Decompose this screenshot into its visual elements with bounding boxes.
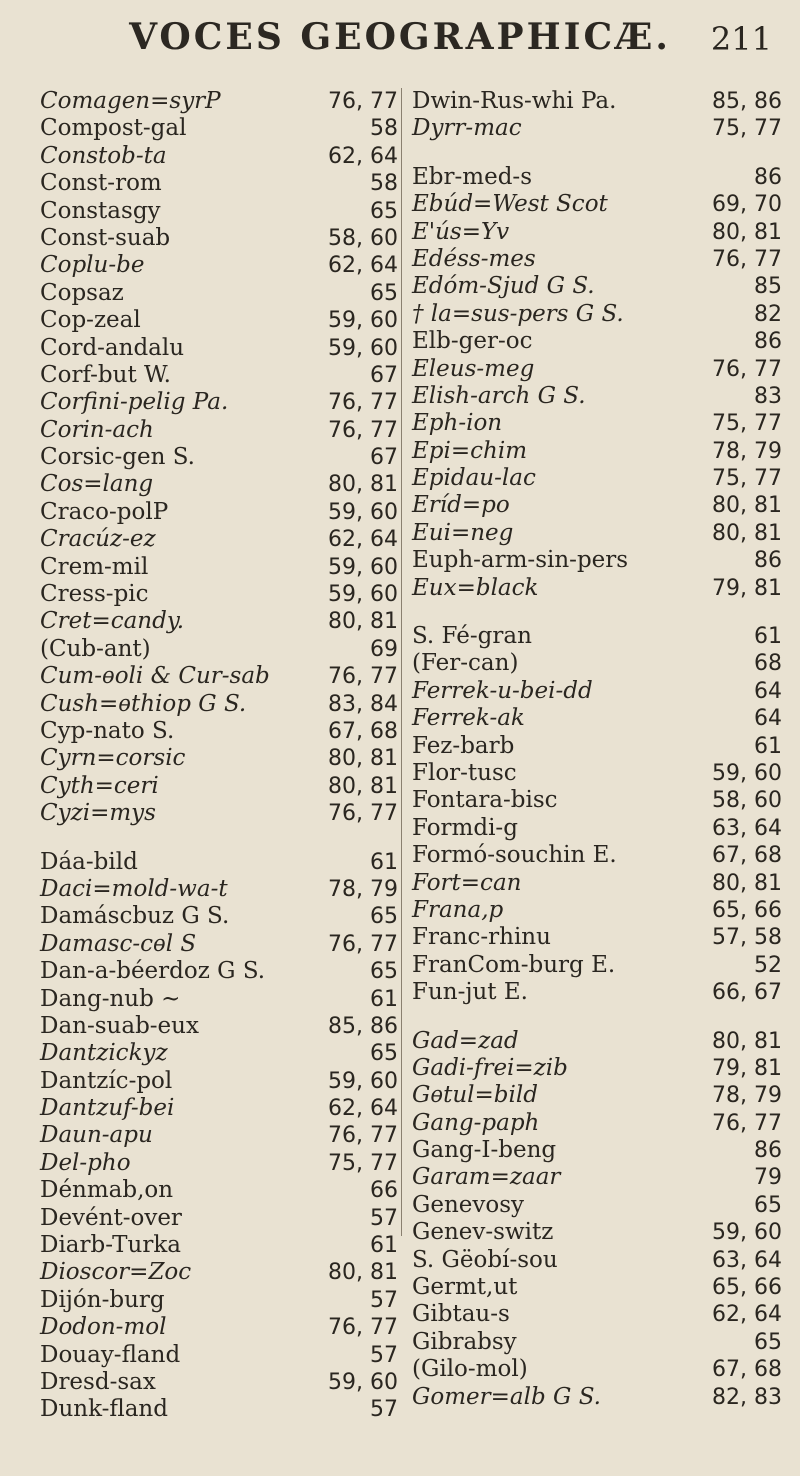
entry-page-ref: 64 (754, 706, 782, 732)
index-entry (40, 636, 400, 663)
index-entry (412, 1055, 782, 1082)
entry-term: Diarb-Turka (40, 1232, 181, 1259)
entry-term: Genevosy (412, 1191, 525, 1218)
entry-term: Compost-gal (40, 115, 187, 142)
index-entry (412, 328, 782, 355)
index-entry (412, 760, 782, 787)
entry-page-ref: 65 (370, 959, 398, 985)
entry-page-ref: 80, 81 (712, 870, 782, 896)
index-entry (412, 1301, 782, 1328)
entry-page-ref: 59, 60 (712, 760, 782, 786)
entry-term: S. Gёobí-sou (412, 1246, 558, 1273)
entry-term: (Cub-ant) (40, 635, 151, 662)
entry-term: Dresd-sax (40, 1368, 156, 1395)
entry-page-ref: 86 (754, 1138, 782, 1164)
entry-page-ref: 76, 77 (328, 664, 398, 690)
entry-page-ref: 67, 68 (328, 718, 398, 744)
entry-page-ref: 58, 60 (712, 788, 782, 814)
entry-page-ref: 65 (370, 904, 398, 930)
entry-term: Fun-jut E. (412, 979, 528, 1006)
entry-term: Corsic-gen S. (40, 444, 195, 471)
entry-page-ref: 66 (370, 1178, 398, 1204)
entry-term: Dioscor=Zoc (40, 1259, 192, 1286)
entry-term: Const-suab (40, 224, 171, 251)
entry-term: Edéss-mes (412, 245, 536, 272)
entry-page-ref: 76, 77 (328, 1123, 398, 1149)
entry-term: Dénmab,on (40, 1177, 174, 1204)
index-entry (40, 876, 400, 903)
index-entry (40, 499, 400, 526)
index-entry (412, 88, 782, 115)
entry-page-ref: 67, 68 (712, 1357, 782, 1383)
entry-page-ref: 57 (370, 1287, 398, 1313)
index-entry (40, 773, 400, 800)
entry-page-ref: 80, 81 (328, 472, 398, 498)
entry-term: Fontara-bisc (412, 787, 558, 814)
index-entry (40, 608, 400, 635)
entry-page-ref: 52 (754, 952, 782, 978)
entry-page-ref: 85, 86 (712, 89, 782, 114)
entry-page-ref: 59, 60 (328, 582, 398, 608)
index-entry (40, 691, 400, 718)
entry-term: Eríd=po (412, 492, 510, 519)
index-entry (40, 307, 400, 334)
entry-term: (Fer-can) (412, 650, 519, 677)
index-entry (412, 1329, 782, 1356)
index-entry (40, 718, 400, 745)
index-entry (412, 705, 782, 732)
entry-term: Germt,ut (412, 1274, 518, 1301)
entry-term: Ebr-med-s (412, 163, 532, 190)
index-entry (40, 554, 400, 581)
entry-page-ref: 61 (754, 733, 782, 759)
index-entry (40, 1122, 400, 1149)
index-entry (40, 986, 400, 1013)
index-entry (412, 1274, 782, 1301)
index-entry (40, 389, 400, 416)
entry-page-ref: 59, 60 (328, 1068, 398, 1094)
index-entry (40, 1259, 400, 1286)
entry-term: Daun-apu (40, 1122, 153, 1149)
entry-term: Dyrr-mac (412, 115, 522, 142)
entry-term: Cyrn=corsic (40, 745, 186, 772)
entry-term: Gibrabsy (412, 1328, 517, 1355)
entry-page-ref: 62, 64 (328, 1096, 398, 1122)
entry-page-ref: 65 (754, 1192, 782, 1218)
entry-term: Constob-ta (40, 142, 167, 169)
entry-page-ref: 61 (754, 624, 782, 650)
entry-page-ref: 57 (370, 1342, 398, 1368)
entry-term: Gibtau-s (412, 1301, 510, 1328)
entry-page-ref: 76, 77 (328, 931, 398, 957)
entry-page-ref: 65 (754, 1329, 782, 1355)
entry-page-ref: 79, 81 (712, 1055, 782, 1081)
index-entry (412, 1082, 782, 1109)
index-entry (412, 650, 782, 677)
entry-term: Dunk-fland (40, 1396, 168, 1423)
entry-page-ref: 65, 66 (712, 1275, 782, 1301)
entry-page-ref: 57, 58 (712, 925, 782, 951)
entry-page-ref: 80, 81 (712, 1028, 782, 1054)
entry-page-ref: 80, 81 (328, 746, 398, 772)
entry-page-ref: 82, 83 (712, 1384, 782, 1410)
index-entry (412, 1137, 782, 1164)
index-entry (40, 663, 400, 690)
entry-term: Epidau-lac (412, 465, 536, 492)
entry-term: Constasgy (40, 197, 161, 224)
entry-page-ref: 65, 66 (712, 897, 782, 923)
index-entry (40, 958, 400, 985)
entry-page-ref: 62, 64 (328, 253, 398, 279)
entry-page-ref: 59, 60 (712, 1220, 782, 1246)
entry-term: Cord-andalu (40, 334, 185, 361)
entry-term: Damasc-cѳl S (40, 930, 197, 957)
entry-page-ref: 68 (754, 651, 782, 677)
entry-term: Gadi-frei=zib (412, 1054, 568, 1081)
entry-page-ref: 76, 77 (328, 801, 398, 827)
entry-term: FranCom-burg E. (412, 951, 616, 978)
entry-term: Gomer=alb G S. (412, 1383, 601, 1410)
entry-term: Elb-ger-oc (412, 328, 533, 355)
index-entry (40, 335, 400, 362)
index-entry (40, 115, 400, 142)
entry-term: Dan-suab-eux (40, 1012, 199, 1039)
entry-term: Dantzickyz (40, 1040, 168, 1067)
index-entry (40, 88, 400, 115)
entry-term: Cracúz-ez (40, 526, 156, 553)
index-entry (40, 252, 400, 279)
entry-page-ref: 85, 86 (328, 1013, 398, 1039)
entry-term: Ferrek-u-bei-dd (412, 677, 593, 704)
entry-page-ref: 75, 77 (712, 411, 782, 437)
entry-term: Devént-over (40, 1204, 182, 1231)
entry-term: Garam=zaar (412, 1164, 561, 1191)
entry-term: Eph-ion (412, 410, 503, 437)
index-entry (40, 800, 400, 827)
index-entry (40, 471, 400, 498)
index-entry (40, 1205, 400, 1232)
index-entry (412, 273, 782, 300)
index-entry (412, 897, 782, 924)
entry-term: Cress-pic (40, 581, 149, 608)
index-entry (40, 931, 400, 958)
entry-term: Corin-ach (40, 416, 154, 443)
entry-term: Cum-ѳoli & Cur-sab (40, 663, 270, 690)
entry-page-ref: 86 (754, 329, 782, 355)
index-entry (412, 410, 782, 437)
index-entry (412, 1219, 782, 1246)
index-entry (412, 815, 782, 842)
index-entry (40, 280, 400, 307)
entry-page-ref: 59, 60 (328, 335, 398, 361)
index-entry (40, 444, 400, 471)
entry-term: Dan-a-béerdoz G S. (40, 958, 266, 985)
entry-page-ref: 62, 64 (712, 1302, 782, 1328)
entry-term: (Gilo-mol) (412, 1356, 528, 1383)
entry-term: Douay-fland (40, 1341, 181, 1368)
entry-term: Formdi-g (412, 814, 518, 841)
entry-page-ref: 79 (754, 1165, 782, 1191)
index-entry (40, 1013, 400, 1040)
entry-page-ref: 76, 77 (712, 1110, 782, 1136)
page-number: 211 (710, 20, 772, 58)
entry-page-ref: 66, 67 (712, 980, 782, 1006)
entry-page-ref: 58, 60 (328, 225, 398, 251)
entry-page-ref: 62, 64 (328, 527, 398, 553)
entry-term: Eleus-meg (412, 355, 535, 382)
entry-page-ref: 65 (370, 198, 398, 224)
index-entry (412, 787, 782, 814)
index-entry (412, 383, 782, 410)
entry-page-ref: 80, 81 (712, 493, 782, 519)
entry-term: Dwin-Rus-whi Pa. (412, 88, 617, 114)
entry-page-ref: 57 (370, 1205, 398, 1231)
entry-term: Genev-switz (412, 1219, 554, 1246)
entry-term: Fort=can (412, 869, 522, 896)
entry-term: Craco-polP (40, 498, 169, 525)
entry-page-ref: 59, 60 (328, 308, 398, 334)
index-entry (40, 1095, 400, 1122)
entry-term: Euph-arm-sin-pers (412, 547, 629, 574)
entry-page-ref: 83, 84 (328, 691, 398, 717)
index-entry (40, 1040, 400, 1067)
entry-page-ref: 78, 79 (328, 876, 398, 902)
entry-page-ref: 57 (370, 1397, 398, 1423)
entry-term: Gang-paph (412, 1109, 540, 1136)
entry-term: Daci=mold-wa-t (40, 875, 228, 902)
index-entry (412, 733, 782, 760)
entry-term: Dantzuf-bei (40, 1095, 175, 1122)
entry-page-ref: 75, 77 (712, 466, 782, 492)
entry-page-ref: 58 (370, 116, 398, 142)
entry-page-ref: 67 (370, 445, 398, 471)
entry-term: Eux=black (412, 574, 539, 601)
entry-term: Dantzíc-pol (40, 1067, 173, 1094)
entry-page-ref: 80, 81 (328, 773, 398, 799)
entry-page-ref: 67, 68 (712, 843, 782, 869)
entry-page-ref: 80, 81 (712, 520, 782, 546)
index-entry (40, 170, 400, 197)
entry-page-ref: 80, 81 (712, 219, 782, 245)
index-entry (412, 870, 782, 897)
entry-page-ref: 75, 77 (712, 116, 782, 142)
entry-term: Del-pho (40, 1149, 131, 1176)
entry-page-ref: 82 (754, 301, 782, 327)
index-entry (40, 1314, 400, 1341)
right-column (412, 88, 782, 1411)
index-entry (40, 849, 400, 876)
entry-term: † la=sus-pers G S. (412, 300, 624, 327)
index-entry (412, 356, 782, 383)
entry-page-ref: 69, 70 (712, 192, 782, 218)
index-entry (40, 581, 400, 608)
entry-term: Gang-I-beng (412, 1137, 557, 1164)
entry-term: Formó-souchin E. (412, 842, 617, 869)
index-entry (412, 952, 782, 979)
index-entry (40, 143, 400, 170)
entry-term: Dang-nub ~ (40, 985, 181, 1012)
entry-page-ref: 65 (370, 280, 398, 306)
index-entry (40, 526, 400, 553)
entry-term: Cos=lang (40, 471, 154, 498)
index-entry (40, 1396, 400, 1423)
index-entry (412, 301, 782, 328)
entry-term: Dijón-burg (40, 1286, 165, 1313)
entry-term: Comagen=syrP (40, 88, 221, 114)
entry-term: Corfini-pelig Pa. (40, 389, 229, 416)
entry-term: Damáscbuz G S. (40, 903, 230, 930)
entry-page-ref: 86 (754, 164, 782, 190)
entry-term: Eui=neg (412, 519, 514, 546)
entry-term: Dáa-bild (40, 848, 138, 875)
index-entry (412, 1356, 782, 1383)
entry-page-ref: 80, 81 (328, 609, 398, 635)
entry-term: Ebúd=West Scot (412, 191, 608, 218)
entry-page-ref: 61 (370, 849, 398, 875)
entry-page-ref: 65 (370, 1041, 398, 1067)
index-entry (40, 1342, 400, 1369)
index-entry (40, 417, 400, 444)
entry-page-ref: 85 (754, 274, 782, 300)
entry-page-ref: 63, 64 (712, 1247, 782, 1273)
entry-page-ref: 59, 60 (328, 554, 398, 580)
entry-page-ref: 69 (370, 636, 398, 662)
index-entry (412, 520, 782, 547)
index-entry (412, 547, 782, 574)
entry-page-ref: 79, 81 (712, 575, 782, 601)
index-entry (412, 246, 782, 273)
entry-term: Elish-arch G S. (412, 382, 586, 409)
index-entry (40, 1232, 400, 1259)
index-entry (40, 1369, 400, 1396)
entry-page-ref: 64 (754, 678, 782, 704)
entry-term: Epi=chim (412, 437, 527, 464)
index-entry (40, 225, 400, 252)
index-entry (412, 1164, 782, 1191)
entry-page-ref: 59, 60 (328, 499, 398, 525)
entry-term: Cyp-nato S. (40, 717, 175, 744)
index-entry (40, 198, 400, 225)
left-column (40, 88, 400, 1424)
entry-term: Cret=candy. (40, 608, 185, 635)
index-entry (40, 362, 400, 389)
index-entry (412, 191, 782, 218)
index-entry (412, 979, 782, 1006)
entry-page-ref: 76, 77 (712, 356, 782, 382)
entry-term: Crem-mil (40, 553, 149, 580)
entry-page-ref: 86 (754, 548, 782, 574)
entry-page-ref: 75, 77 (328, 1150, 398, 1176)
index-entry (40, 1177, 400, 1204)
index-entry (412, 924, 782, 951)
entry-term: Gѳtul=bild (412, 1082, 538, 1109)
entry-page-ref: 62, 64 (328, 143, 398, 169)
index-entry (412, 575, 782, 602)
entry-term: Gad=zad (412, 1027, 519, 1054)
index-entry (412, 1247, 782, 1274)
entry-term: Cop-zeal (40, 307, 141, 334)
entry-term: Frana,p (412, 896, 504, 923)
index-entry (412, 1110, 782, 1137)
entry-term: Edóm-Sjud G S. (412, 273, 595, 300)
entry-page-ref: 59, 60 (328, 1369, 398, 1395)
entry-page-ref: 80, 81 (328, 1260, 398, 1286)
entry-page-ref: 63, 64 (712, 815, 782, 841)
entry-page-ref: 78, 79 (712, 438, 782, 464)
entry-term: Dodon-mol (40, 1314, 167, 1341)
entry-term: Fez-barb (412, 732, 515, 759)
index-entry (412, 219, 782, 246)
index-entry (40, 745, 400, 772)
entry-page-ref: 76, 77 (328, 390, 398, 416)
entry-page-ref: 61 (370, 986, 398, 1012)
index-entry (412, 164, 782, 191)
index-entry (412, 115, 782, 142)
entry-page-ref: 67 (370, 362, 398, 388)
index-entry (412, 1384, 782, 1411)
entry-term: Ferrek-ak (412, 705, 525, 732)
entry-page-ref: 76, 77 (328, 1315, 398, 1341)
index-entry (412, 438, 782, 465)
index-entry (412, 465, 782, 492)
index-entry (412, 678, 782, 705)
index-entry (412, 492, 782, 519)
entry-page-ref: 58 (370, 171, 398, 197)
entry-term: S. Fé-gran (412, 623, 532, 650)
running-title: VOCES GEOGRAPHICÆ. (129, 16, 671, 58)
entry-term: Flor-tusc (412, 759, 517, 786)
entry-term: E'ús=Yv (412, 218, 510, 245)
index-entry (412, 842, 782, 869)
column-divider (401, 88, 402, 1236)
entry-term: Cyth=ceri (40, 772, 159, 799)
page-header (0, 10, 800, 70)
entry-term: Cush=ѳthiop G S. (40, 690, 247, 717)
index-entry (412, 1192, 782, 1219)
index-entry (40, 1150, 400, 1177)
index-entry (412, 1028, 782, 1055)
entry-page-ref: 76, 77 (712, 246, 782, 272)
entry-page-ref: 76, 77 (328, 417, 398, 443)
entry-page-ref: 83 (754, 383, 782, 409)
entry-term: Const-rom (40, 170, 162, 197)
index-entry (40, 1068, 400, 1095)
index-entry (40, 1287, 400, 1314)
index-entry (412, 623, 782, 650)
entry-page-ref: 61 (370, 1233, 398, 1259)
entry-term: Cyzi=mys (40, 800, 156, 827)
entry-page-ref: 78, 79 (712, 1083, 782, 1109)
entry-term: Franc-rhinu (412, 924, 551, 951)
entry-term: Copsaz (40, 279, 124, 306)
entry-term: Coplu-be (40, 252, 145, 279)
entry-page-ref: 76, 77 (328, 89, 398, 114)
index-entry (40, 903, 400, 930)
entry-term: Corf-but W. (40, 361, 171, 388)
